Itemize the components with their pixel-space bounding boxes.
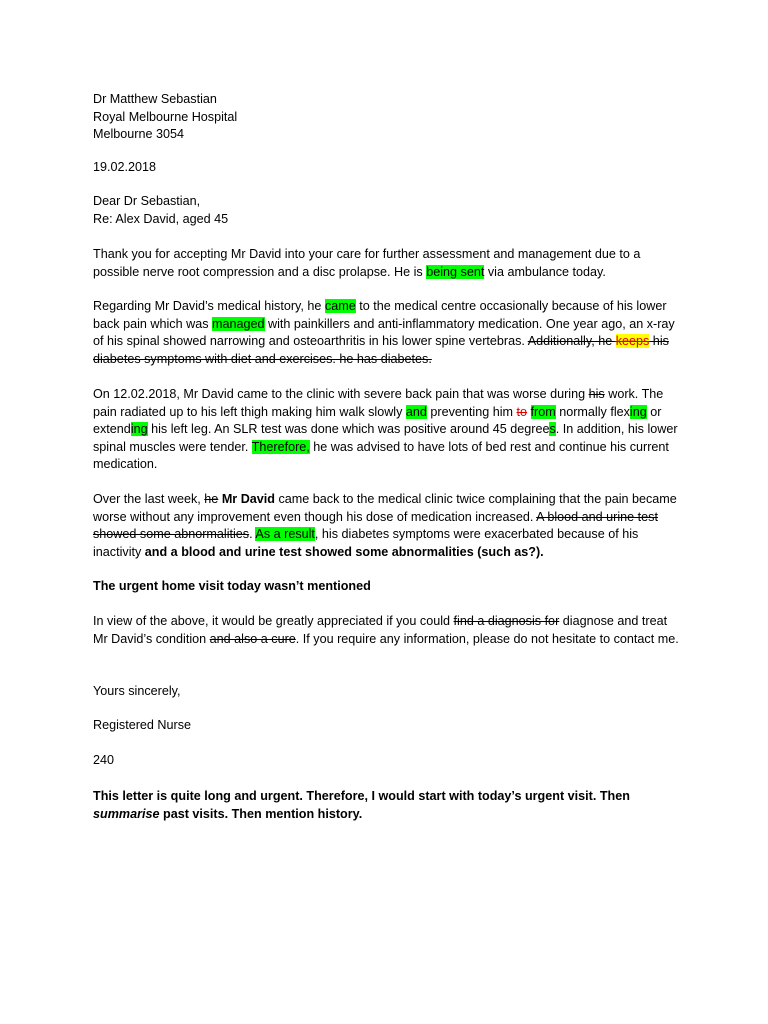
text: via ambulance today. <box>484 264 606 279</box>
signature: Registered Nurse <box>93 718 191 732</box>
text: preventing him <box>426 404 517 419</box>
text: In view of the above, it would be greatly appreciated if you could <box>93 614 454 628</box>
salutation: Dear Dr Sebastian, <box>93 194 201 208</box>
highlight: s <box>549 422 556 437</box>
letter-header <box>93 193 683 228</box>
text: Regarding Mr David’s medical history, he <box>93 299 325 313</box>
closing: Yours sincerely, <box>93 684 181 698</box>
highlight: managed <box>212 316 265 331</box>
text: . In addition, his lower spinal muscles were tender. <box>93 422 678 454</box>
highlight: Therefore, <box>251 439 310 454</box>
text: came back to the medical clinic twice complaining that the pain became worse without any improvement even though his dose of medication increased. <box>93 492 677 524</box>
word-count: 240 <box>93 753 115 767</box>
paragraph-clinic-visit <box>93 386 683 474</box>
paragraph-request <box>93 613 683 648</box>
text: This letter is quite long and urgent. Therefore, I would start with today’s urgent visit. Then <box>93 789 630 803</box>
highlight: came <box>324 299 356 313</box>
bold-insert: Mr David <box>221 492 275 506</box>
strikethrough: his diabetes symptoms with diet and exercises. he has diabetes. <box>93 334 669 366</box>
feedback-comment <box>93 788 683 823</box>
text: his left leg. An SLR test was done which was positive around 45 degree <box>147 422 550 437</box>
paragraph-intro <box>93 246 683 281</box>
strikethrough: find a diagnosis for <box>453 614 560 628</box>
text: . If you require any information, please do not hesitate to contact me. <box>295 631 679 646</box>
text: Over the last week, <box>93 492 205 506</box>
strikethrough-correction: to <box>516 404 528 419</box>
strikethrough: and also a cure <box>209 631 296 646</box>
text: normally flex <box>555 404 630 419</box>
recipient-name: Dr Matthew Sebastian <box>93 92 217 106</box>
text: or extend <box>93 404 662 437</box>
bold-insert: and a blood and urine test showed some abnormalities (such as?). <box>144 544 544 559</box>
highlight: and <box>405 404 427 419</box>
text: he was advised to have lots of bed rest and continue his current medication. <box>93 439 669 472</box>
re-line: Re: Alex David, aged 45 <box>93 211 229 226</box>
paragraph-history <box>93 298 683 368</box>
text: On 12.02.2018, Mr David came to the clinic with severe back pain that was worse during <box>93 387 589 401</box>
text: diagnose and treat Mr David’s condition <box>93 614 668 646</box>
recipient-hospital: Royal Melbourne Hospital <box>93 109 238 124</box>
strikethrough: A blood and urine test showed some abnormalities <box>93 509 658 542</box>
text: Thank you for accepting Mr David into your care for further assessment and management due to a possible nerve root compression and a disc prolapse. He is <box>93 247 641 279</box>
strikethrough: he <box>204 492 219 506</box>
comment-urgent-visit: The urgent home visit today wasn’t mentioned <box>93 579 371 593</box>
highlight: from <box>530 404 556 419</box>
highlight: being sent <box>426 264 485 279</box>
highlight: ing <box>130 422 148 437</box>
text: work. The pain radiated up to his left thigh making him walk slowly <box>93 387 664 419</box>
text: past visits. Then mention history. <box>159 806 363 821</box>
letter-date: 19.02.2018 <box>93 160 157 174</box>
recipient-address <box>93 91 683 144</box>
italic-word: summarise <box>93 806 160 821</box>
recipient-city: Melbourne 3054 <box>93 127 185 142</box>
text: , his diabetes symptoms were exacerbated because of his inactivity <box>93 527 639 559</box>
text: with painkillers and anti-inflammatory medication. One year ago, an x-ray of his spinal showed narrowing and osteoarthritis in his lower spine vertebras. <box>93 316 675 349</box>
strikethrough: Additionally, he <box>527 334 616 349</box>
strikethrough-correction: keeps <box>615 334 650 349</box>
text: . <box>249 527 256 542</box>
text: to the medical centre occasionally because of his lower back pain which was <box>93 299 667 331</box>
paragraph-last-week <box>93 491 683 561</box>
strikethrough: his <box>588 387 605 401</box>
highlight: ing <box>629 404 647 419</box>
highlight: As a result <box>255 527 315 542</box>
